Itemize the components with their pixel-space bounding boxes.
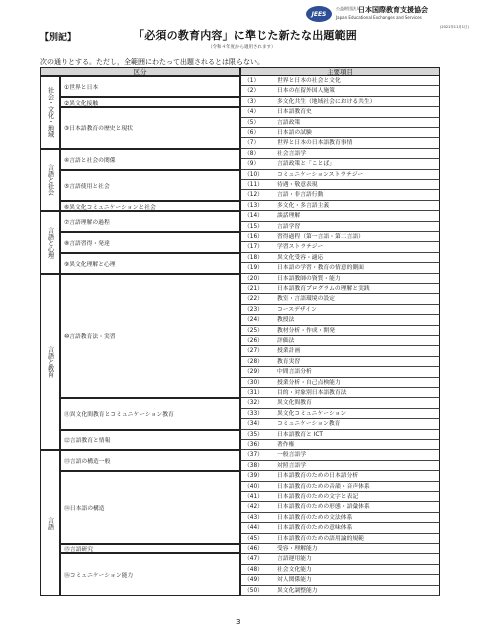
item-number: （44）	[244, 525, 263, 532]
item-number: （30）	[244, 379, 263, 386]
header-category: 区分	[40, 67, 240, 76]
item-row	[240, 502, 440, 512]
item-text: 言語・非言語行動	[277, 192, 324, 199]
group-cell: 言語	[40, 450, 60, 596]
annex-label: 【別記】	[40, 33, 77, 43]
item-number: （26）	[244, 338, 263, 344]
item-number: （39）	[244, 473, 263, 480]
item-text: 日本の在留外国人施策	[277, 88, 335, 95]
section-cell: ⑥異文化コミュニケーションと社会	[60, 201, 240, 211]
item-number: （15）	[244, 223, 263, 230]
org-english-name: Japan Educational Exchanges and Services	[336, 15, 422, 20]
item-number: （9）	[244, 161, 260, 168]
item-text: 多文化・多言語主義	[277, 202, 330, 209]
item-row	[240, 138, 440, 148]
item-text: 言語学習	[277, 223, 301, 230]
item-number: （16）	[244, 234, 263, 240]
item-row	[240, 482, 440, 492]
item-text: 対照言語学	[277, 462, 306, 469]
item-number: （2）	[244, 88, 260, 95]
item-row	[240, 565, 440, 575]
group-cell: 言語と心理	[40, 211, 60, 273]
item-row	[240, 76, 440, 86]
item-text: 受容・理解能力	[277, 546, 318, 552]
item-row	[240, 357, 440, 367]
item-text: 著作権	[277, 442, 295, 448]
section-cell: ⑨異文化理解と心理	[60, 253, 240, 274]
item-row	[240, 534, 440, 544]
org-name: 日本国際教育支援協会	[358, 6, 428, 14]
group-cell: 社会・文化・地域	[40, 76, 60, 149]
item-row	[240, 222, 440, 232]
item-number: （8）	[244, 150, 260, 157]
item-number: （27）	[244, 348, 263, 355]
item-row	[240, 107, 440, 117]
item-number: （20）	[244, 275, 263, 282]
item-row	[240, 419, 440, 429]
item-number: （1）	[244, 78, 260, 84]
organization-logo	[306, 4, 476, 34]
org-prefix: 公益財団法人	[336, 6, 360, 11]
item-text: 世界と日本の日本語教育事情	[277, 140, 353, 147]
item-row	[240, 232, 440, 242]
item-row	[240, 554, 440, 564]
section-cell: ⑮言語研究	[60, 544, 240, 553]
section-cell: ⑩言語教育法・実習	[60, 274, 240, 399]
item-text: 日本語教育のための音韻・音声体系	[277, 483, 370, 490]
section-cell: ④言語と社会の関係	[60, 149, 240, 170]
item-text: 異文化コミュニケーション	[277, 410, 347, 417]
item-row	[240, 190, 440, 200]
item-text: 日本語教育のための形態・語彙体系	[277, 504, 370, 511]
item-text: 日本語教育史	[277, 109, 312, 116]
item-text: 学習ストラテジー	[277, 244, 324, 251]
item-row	[240, 450, 440, 460]
item-number: （47）	[244, 556, 263, 563]
item-row	[240, 118, 440, 128]
header-main-items: 主要項目	[240, 67, 440, 76]
item-number: （35）	[244, 431, 263, 438]
item-text: 対人関係能力	[277, 577, 312, 584]
item-row	[240, 253, 440, 263]
item-number: （17）	[244, 244, 263, 251]
item-number: （48）	[244, 566, 263, 573]
item-text: コミュニケーション教育	[277, 421, 341, 428]
item-number: （50）	[244, 587, 263, 594]
page-number: 3	[236, 618, 241, 626]
item-number: （42）	[244, 504, 263, 511]
item-row	[240, 575, 440, 585]
item-row	[240, 367, 440, 377]
item-number: （7）	[244, 140, 260, 147]
section-cell: ③日本語教育の歴史と現状	[60, 107, 240, 149]
item-row	[240, 242, 440, 252]
item-text: 談話理解	[277, 213, 301, 220]
item-text: 日本語教育のための文法体系	[277, 514, 353, 521]
item-text: 評価法	[277, 338, 295, 344]
item-number: （28）	[244, 358, 263, 365]
item-row	[240, 274, 440, 284]
item-number: （24）	[244, 317, 263, 324]
item-number: （13）	[244, 202, 263, 209]
item-row	[240, 180, 440, 190]
issue-date: (2021年11月1日)	[440, 25, 469, 29]
item-row	[240, 170, 440, 180]
item-row	[240, 201, 440, 211]
item-number: （10）	[244, 171, 263, 178]
item-row	[240, 409, 440, 419]
item-text: 日本語教育のための文字と表記	[277, 494, 359, 500]
page-title: 「必須の教育内容」に準じた新たな出題範囲	[133, 29, 357, 42]
item-row	[240, 440, 440, 450]
item-text: 世界と日本の社会と文化	[277, 78, 341, 84]
item-number: （11）	[244, 182, 263, 188]
item-text: 社会文化能力	[277, 566, 312, 573]
item-text: 日本語教育のための語用論的規範	[277, 535, 364, 542]
item-row	[240, 336, 440, 346]
item-row	[240, 544, 440, 554]
item-text: 習得過程（第一言語・第二言語）	[277, 234, 364, 240]
item-row	[240, 284, 440, 294]
item-text: 日本語教育のための日本語分析	[277, 473, 359, 480]
item-text: 目的・対象別日本語教育法	[277, 390, 347, 396]
item-number: （25）	[244, 327, 263, 334]
item-row	[240, 326, 440, 336]
item-row	[240, 378, 440, 388]
item-row	[240, 159, 440, 169]
item-number: （4）	[244, 109, 260, 116]
item-text: 待遇・敬意表現	[277, 182, 318, 188]
item-row	[240, 86, 440, 96]
item-number: （29）	[244, 369, 263, 376]
item-row	[240, 523, 440, 533]
group-cell: 言語と社会	[40, 149, 60, 211]
item-text: 一般言語学	[277, 452, 306, 459]
item-text: 日本語の試験	[277, 130, 312, 136]
item-number: （31）	[244, 390, 263, 396]
item-text: 異文化間教育	[277, 400, 312, 407]
item-row	[240, 398, 440, 408]
section-cell: ①世界と日本	[60, 76, 240, 97]
item-text: 多文化共生（地域社会における共生）	[277, 98, 376, 105]
item-row	[240, 513, 440, 523]
item-text: コースデザイン	[277, 306, 317, 313]
item-text: 言語政策	[277, 119, 301, 126]
item-row	[240, 471, 440, 481]
item-number: （43）	[244, 514, 263, 521]
item-number: （14）	[244, 213, 263, 220]
item-row	[240, 97, 440, 107]
item-text: 中間言語分析	[277, 369, 312, 376]
item-text: 教育実習	[277, 358, 301, 365]
section-cell: ②異文化接触	[60, 97, 240, 107]
item-number: （46）	[244, 546, 263, 552]
item-text: 日本語教師の資質・能力	[277, 275, 341, 282]
item-row	[240, 315, 440, 325]
item-number: （6）	[244, 130, 260, 136]
item-row	[240, 586, 440, 596]
item-row	[240, 492, 440, 502]
jees-logo-icon: JEES	[306, 6, 332, 22]
item-text: 教室・言語環境の設定	[277, 296, 335, 303]
item-text: 言語運用能力	[277, 556, 312, 563]
item-number: （33）	[244, 410, 263, 417]
item-number: （45）	[244, 535, 263, 542]
item-row	[240, 388, 440, 398]
item-text: 異文化受容・適応	[277, 254, 324, 261]
item-number: （23）	[244, 306, 263, 313]
item-number: （37）	[244, 452, 263, 459]
item-number: （22）	[244, 296, 263, 303]
applicability-note: （令和４年度から適用されます）	[208, 45, 276, 50]
item-text: 授業分析・自己点検能力	[277, 379, 341, 386]
section-cell: ⑯コミュニケーション能力	[60, 553, 240, 596]
item-text: 言語政策と「ことば」	[277, 161, 335, 168]
item-text: 日本語教育プログラムの理解と実践	[277, 286, 370, 292]
item-text: 異文化調整能力	[277, 587, 318, 594]
group-cell: 言語と教育	[40, 274, 60, 451]
section-cell: ⑤言語使用と社会	[60, 170, 240, 201]
item-number: （38）	[244, 462, 263, 469]
item-text: 授業計画	[277, 348, 301, 355]
section-cell: ⑫言語教育と情報	[60, 430, 240, 451]
item-number: （32）	[244, 400, 263, 407]
item-row	[240, 149, 440, 159]
item-number: （34）	[244, 421, 263, 428]
item-row	[240, 128, 440, 138]
section-cell: ⑪異文化間教育とコミュニケーション教育	[60, 398, 240, 429]
item-text: コミュニケーションストラテジー	[277, 171, 364, 178]
item-row	[240, 211, 440, 221]
item-number: （3）	[244, 98, 260, 105]
item-number: （21）	[244, 286, 263, 292]
exam-scope-table	[40, 67, 440, 613]
item-number: （40）	[244, 483, 263, 490]
section-cell: ⑬言語の構造一般	[60, 450, 240, 471]
item-text: 教授法	[277, 317, 295, 324]
item-text: 教材分析・作成・開発	[277, 327, 335, 334]
item-row	[240, 461, 440, 471]
item-row	[240, 305, 440, 315]
item-number: （36）	[244, 442, 263, 448]
item-number: （41）	[244, 494, 263, 500]
item-row	[240, 294, 440, 304]
item-text: 社会言語学	[277, 150, 306, 157]
item-row	[240, 346, 440, 356]
section-cell: ⑭日本語の構造	[60, 471, 240, 544]
item-text: 日本語教育のための意味体系	[277, 525, 353, 532]
item-row	[240, 263, 440, 273]
intro-text: 次の通りとする。ただし，全範囲にわたって出題されるとは限らない。	[40, 58, 264, 66]
item-number: （12）	[244, 192, 263, 199]
item-number: （18）	[244, 254, 263, 261]
item-text: 日本語教育と ICT	[277, 431, 323, 438]
item-text: 日本語の学習・教育の情意的側面	[277, 265, 364, 272]
item-number: （5）	[244, 119, 260, 126]
item-number: （49）	[244, 577, 263, 584]
item-row	[240, 430, 440, 440]
item-number: （19）	[244, 265, 263, 272]
section-cell: ⑧言語習得・発達	[60, 232, 240, 253]
section-cell: ⑦言語理解の過程	[60, 211, 240, 232]
